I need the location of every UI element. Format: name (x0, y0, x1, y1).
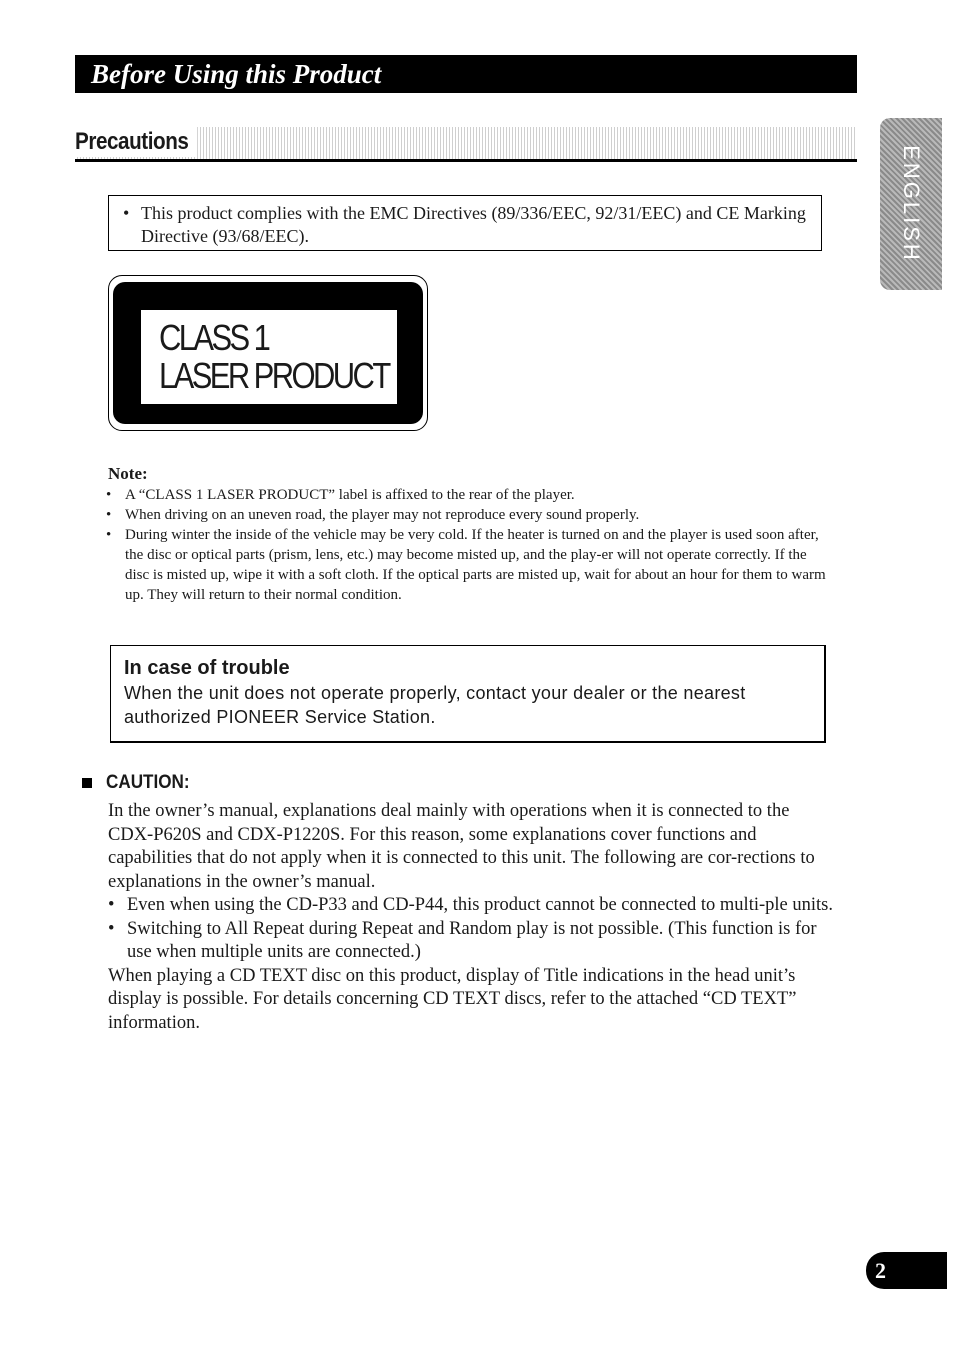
caution-item (108, 894, 838, 918)
trouble-title: In case of trouble (124, 657, 290, 679)
page-header (75, 55, 857, 93)
trouble-box (110, 645, 826, 743)
caution-outro: When playing a CD TEXT disc on this product, display of Title indications in the head unit’s display is possible. For details concerning CD TEXT discs, refer to the attached “CD TEXT” information. (108, 965, 797, 1033)
caution-intro: In the owner’s manual, explanations deal mainly with operations when it is connected to the CDX-P620S and CDX-P1220S. For this reason, some explanations cover functions and capabilities that do not apply when it is connected to this unit. The following are cor-rections to explanations in the owner’s manual. (108, 801, 815, 892)
note-item-text: During winter the inside of the vehicle may be very cold. If the heater is turned on and the player is used soon after, the disc or optical parts (prism, lens, etc.) may become misted up, and the play-er will not operate correctly. If the disc is misted up, wipe it with a soft cloth. If the optical parts are misted up, wait for about an hour for them to warm up. They will return to their normal condition. (125, 527, 826, 603)
note-item-text: When driving on an uneven road, the player may not reproduce every sound properly. (125, 507, 640, 523)
bullet-icon: • (108, 918, 115, 939)
bullet-icon: • (106, 507, 112, 523)
language-tab-label: ENGLISH (899, 145, 924, 263)
bullet-icon: • (108, 895, 115, 915)
square-bullet-icon (82, 778, 92, 788)
caution-heading (82, 771, 199, 795)
page-number: 2 (866, 1252, 947, 1289)
caution-title: CAUTION: (106, 772, 190, 793)
caution-body (108, 800, 838, 1035)
bullet-icon: • (106, 527, 112, 543)
emc-notice-box (108, 195, 822, 251)
bullet-icon: • (123, 203, 130, 223)
caution-list (108, 894, 838, 965)
note-item (106, 505, 826, 525)
laser-label-panel (141, 310, 397, 404)
laser-label-line2: LASER PRODUCT (159, 355, 389, 396)
page-header-title: Before Using this Product (91, 59, 382, 89)
note-item-text: A “CLASS 1 LASER PRODUCT” label is affixed to the rear of the player. (125, 487, 575, 503)
laser-label-frame (113, 282, 423, 424)
note-list (106, 485, 826, 605)
language-tab (880, 118, 942, 290)
note-item (106, 485, 826, 505)
bullet-icon: • (106, 487, 112, 503)
note-item (106, 525, 826, 605)
section-title: Precautions (75, 127, 197, 157)
emc-notice-item (123, 202, 807, 248)
section-title-bar (75, 127, 857, 162)
laser-product-label (108, 275, 428, 431)
caution-item (108, 918, 838, 965)
laser-label-line1: CLASS 1 (159, 317, 269, 358)
trouble-text: When the unit does not operate properly, contact your dealer or the nearest authorized PIONEER Service Station. (124, 683, 746, 727)
caution-item-text: Switching to All Repeat during Repeat and Random play is not possible. (This function is for use when multiple units are connected.) (127, 918, 817, 962)
emc-notice-text: This product complies with the EMC Directives (89/336/EEC, 92/31/EEC) and CE Marking Directive (93/68/EEC). (141, 203, 806, 246)
note-title: Note: (108, 464, 148, 483)
caution-item-text: Even when using the CD-P33 and CD-P44, this product cannot be connected to multi-ple units. (127, 895, 833, 915)
